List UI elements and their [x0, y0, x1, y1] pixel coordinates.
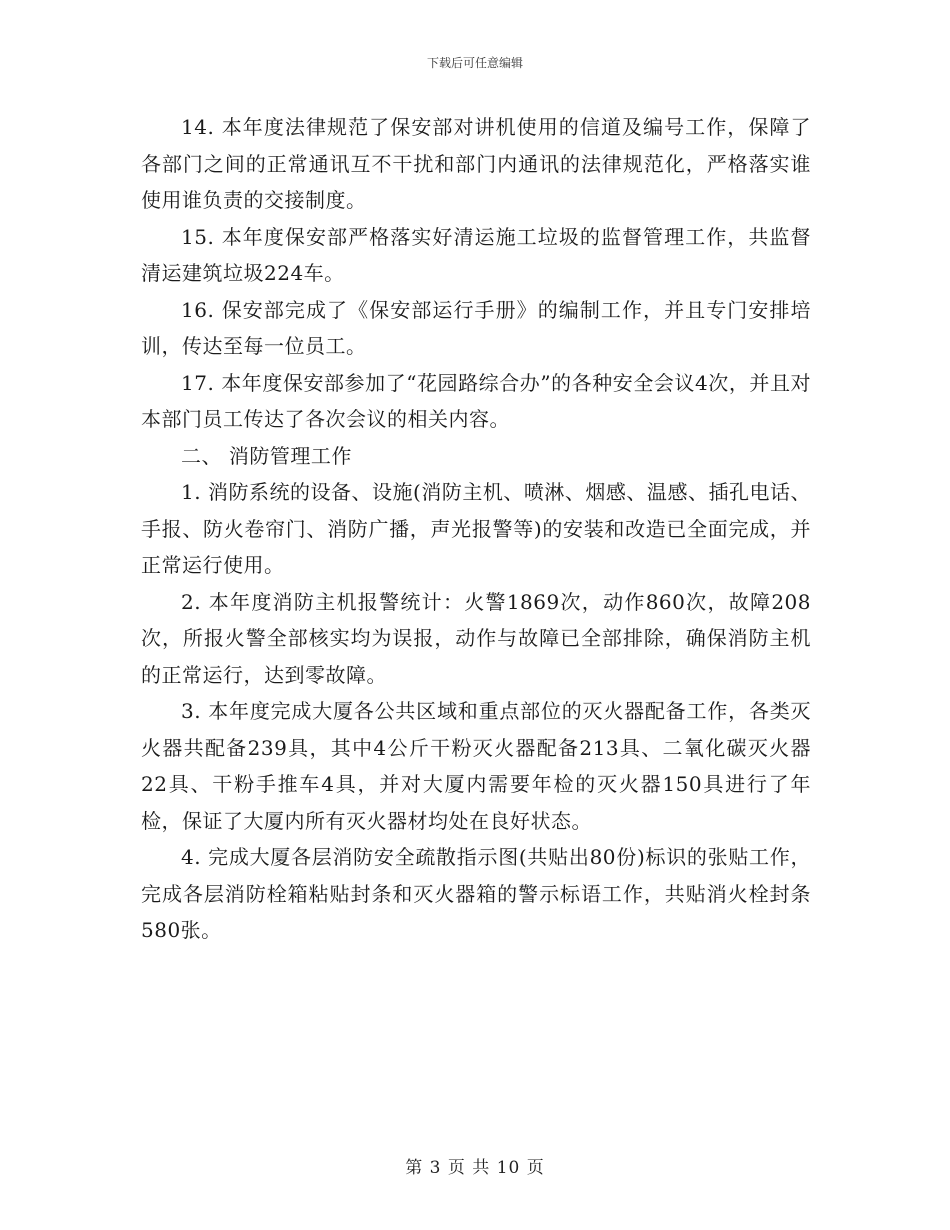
fire-paragraph-4: 4. 完成大厦各层消防安全疏散指示图(共贴出80份)标识的张贴工作，完成各层消防栓箱粘贴封条和灭火器箱的警示标语工作，共贴消火栓封条580张。 [141, 845, 811, 942]
fire-paragraph-3: 3. 本年度完成大厦各公共区域和重点部位的灭火器配备工作，各类灭火器共配备239具，其中4公斤干粉灭火器配备213具、二氧化碳灭火器22具、干粉手推车4具，并对大厦内需要年检的灭火器150具进行了年检，保证了大厦内所有灭火器材均处在良好状态。 [141, 699, 811, 833]
paragraph-17: 17. 本年度保安部参加了“花园路综合办”的各种安全会议4次，并且对本部门员工传达了各次会议的相关内容。 [141, 370, 811, 431]
fire-paragraph-2: 2. 本年度消防主机报警统计：火警1869次，动作860次，故障208次，所报火警全部核实均为误报，动作与故障已全部排除，确保消防主机的正常运行，达到零故障。 [141, 589, 811, 687]
fire-paragraph-1: 1. 消防系统的设备、设施(消防主机、喷淋、烟感、温感、插孔电话、手报、防火卷帘门、消防广播，声光报警等)的安装和改造已全面完成，并正常运行使用。 [141, 480, 811, 577]
page-header: 下载后可任意编辑 [426, 56, 523, 70]
page-footer: 第 3 页 共 10 页 [405, 1158, 545, 1178]
document-body [141, 109, 811, 949]
paragraph-16: 16. 保安部完成了《保安部运行手册》的编制工作，并且专门安排培训，传达至每一位员工。 [141, 297, 811, 358]
paragraph-14: 14. 本年度法律规范了保安部对讲机使用的信道及编号工作，保障了各部门之间的正常通讯互不干扰和部门内通讯的法律规范化，严格落实谁使用谁负责的交接制度。 [141, 115, 811, 212]
paragraph-15: 15. 本年度保安部严格落实好清运施工垃圾的监督管理工作，共监督清运建筑垃圾224车。 [141, 224, 811, 285]
section-heading-fire-management: 二、 消防管理工作 [181, 443, 352, 468]
